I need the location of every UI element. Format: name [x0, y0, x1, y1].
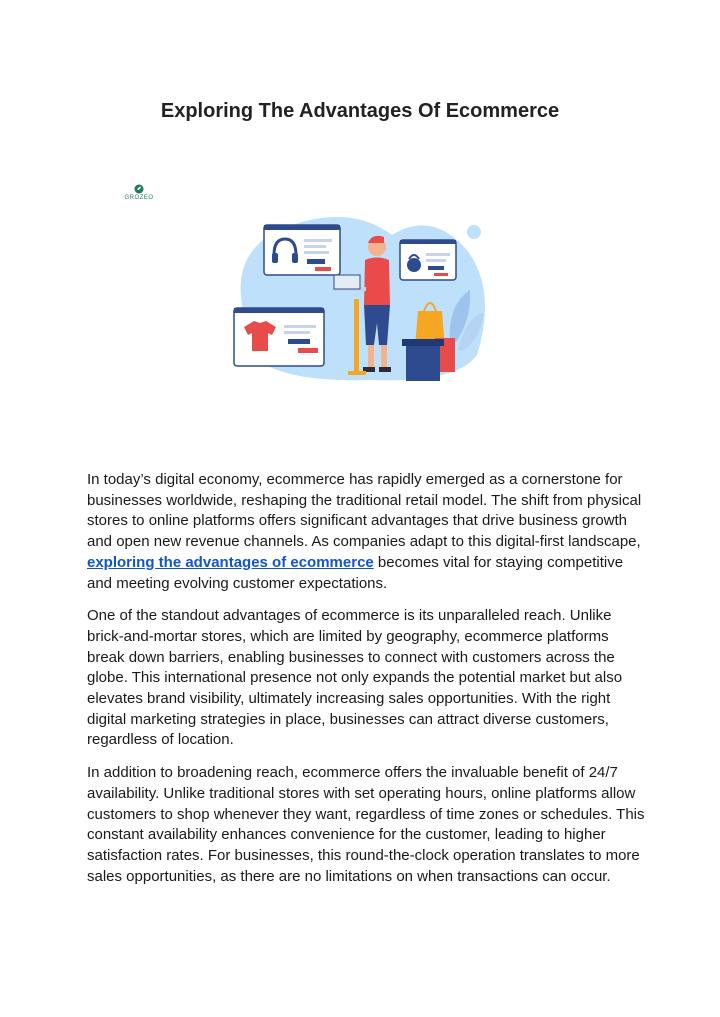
article-body — [87, 470, 647, 899]
logo-text: GROZEO — [124, 195, 154, 201]
headphones-product-card — [264, 225, 340, 275]
shirt-product-card — [234, 308, 324, 366]
paragraph-availability: In addition to broadening reach, ecommerce offers the invaluable benefit of 24/7 availability. Unlike traditional stores with set operating hours, online platforms allow customers to shop whenever they want, regardless of time zones or schedules. This constant availability enhances convenience for the customer, leading to higher satisfaction rates. For businesses, this round-the-clock operation translates to more sales opportunities, as there are no limitations on when transactions can occur. — [87, 764, 645, 885]
paragraph-intro — [87, 470, 647, 594]
kettlebell-product-card — [400, 240, 456, 280]
paragraph-intro-after-link: becomes vital for staying competitive and meeting evolving customer expectations. — [87, 553, 624, 592]
advantages-link[interactable]: exploring the advantages of ecommerce — [87, 553, 374, 571]
grozeo-logo — [119, 184, 159, 201]
leaf-icon — [134, 184, 144, 194]
paragraph-intro-before-link: In today’s digital economy, ecommerce has rapidly emerged as a cornerstone for businesses worldwide, reshaping the traditional retail model. The shift from physical stores to online platforms offers significant advantages that drive business growth and open new revenue channels. As companies adapt to this digital-first landscape, — [87, 471, 642, 551]
ecommerce-shopper-illustration — [222, 205, 498, 385]
page-title: Exploring The Advantages Of Ecommerce — [160, 100, 560, 122]
paragraph-reach: One of the standout advantages of ecommerce is its unparalleled reach. Unlike brick-and-mortar stores, which are limited by geography, ecommerce platforms break down barriers, enabling businesses to connect with customers across the globe. This international presence not only expands the potential market but also elevates brand visibility, ultimately increasing sales opportunities. With the right digital marketing strategies in place, businesses can attract diverse customers, regardless of location. — [87, 607, 623, 749]
